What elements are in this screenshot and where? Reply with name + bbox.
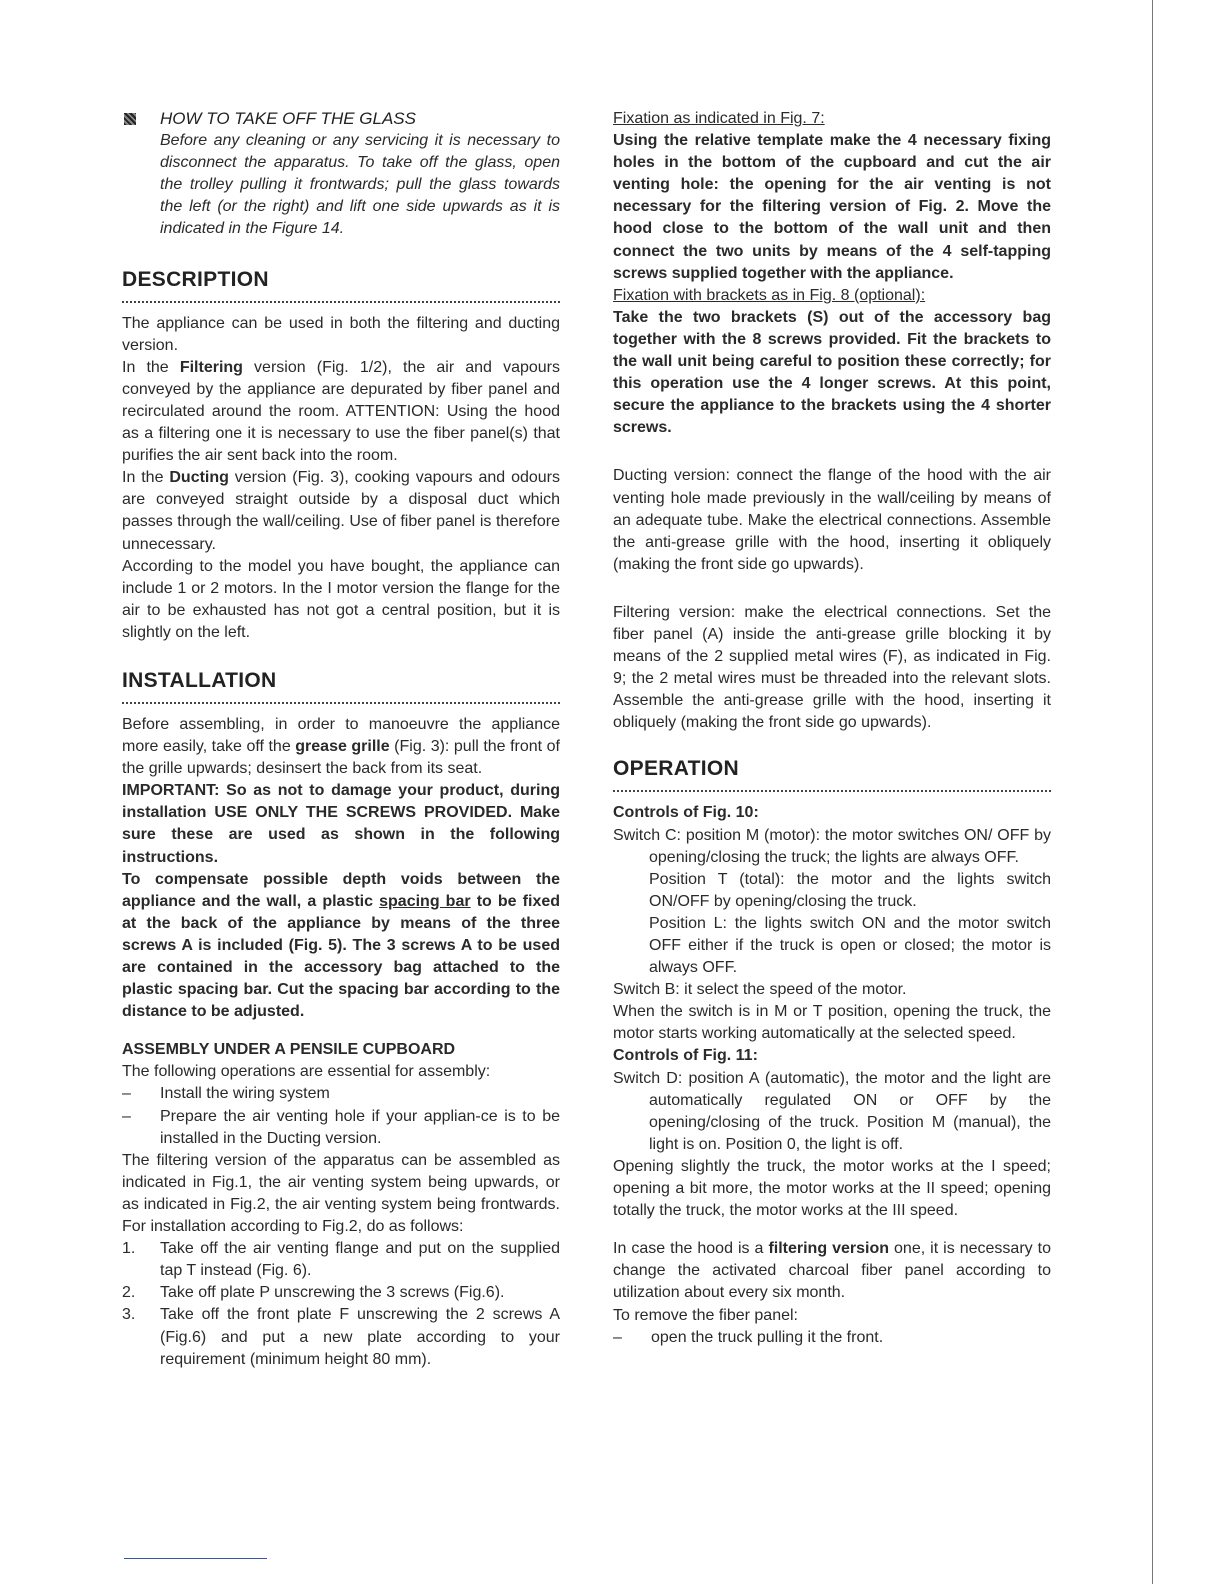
fixation-fig7-heading: Fixation as indicated in Fig. 7: bbox=[613, 110, 825, 127]
dotted-rule bbox=[122, 702, 560, 704]
ducting-version-text: Ducting version: connect the flange of the hood with the air venting hole made previously in the wall/ceiling by means of an adequate tube. Make the electrical connections. Assemble the anti-grease grille with the hood, inserting it obliquely (making the front side go upwards). bbox=[613, 467, 1051, 573]
list-item-text: Install the wiring system bbox=[160, 1085, 330, 1103]
installation-heading: INSTALLATION bbox=[122, 668, 277, 692]
text-run: In case the hood is a bbox=[613, 1240, 769, 1258]
filtering-case-text bbox=[613, 1238, 1051, 1304]
list-item-text: Prepare the air venting hole if your applian-ce is to be installed in the Ducting version. bbox=[160, 1107, 560, 1147]
step-text: Take off plate P unscrewing the 3 screws (Fig.6). bbox=[160, 1284, 505, 1302]
text-run: In the bbox=[122, 358, 180, 376]
text-run-bold: Ducting bbox=[169, 469, 229, 487]
step-number: 1. bbox=[122, 1240, 136, 1258]
step-text: Take off the air venting flange and put on the supplied tap T instead (Fig. 6). bbox=[160, 1240, 560, 1280]
text-run: In the bbox=[122, 469, 170, 487]
switch-b-text: Switch B: it select the speed of the motor. bbox=[613, 981, 907, 999]
fixation-fig8-text: Take the two brackets (S) out of the accessory bag together with the 8 screws provided. Fit the brackets to the wall unit being careful to position these correctly; for this operation use the 4 longer screws. At this point, secure the appliance to the brackets using the 4 shorter screws. bbox=[613, 308, 1051, 437]
operation-heading: OPERATION bbox=[613, 757, 739, 781]
text-run: (Fig. 3): pull the front of the grille upwards; desinsert the back from its seat. bbox=[122, 738, 560, 778]
desc-paragraph-2 bbox=[122, 357, 560, 467]
text-run-bold: filtering version bbox=[768, 1240, 890, 1258]
right-column bbox=[613, 108, 1051, 1349]
dash-marker: – bbox=[122, 1085, 131, 1103]
position-t-text: Position T (total): the motor and the lights switch ON/OFF by opening/closing the truck. bbox=[649, 870, 1051, 910]
glass-text: Before any cleaning or any servicing it is necessary to disconnect the apparatus. To take off the glass, open the trolley pulling it frontwards; pull the glass towards the left (or the right) and lift one side upwards as it is indicated in the Figure 14. bbox=[160, 132, 560, 238]
desc-paragraph-1: The appliance can be used in both the filtering and ducting version. bbox=[122, 314, 560, 354]
text-run-bold: Filtering bbox=[179, 358, 243, 376]
footnote-rule bbox=[124, 1558, 267, 1559]
step-item bbox=[122, 1304, 560, 1370]
assembly-paragraph-2: The filtering version of the apparatus can be assembled as indicated in Fig.1, the air venting system being upwards, or as indicated in Fig.2, the air venting system being frontwards. For installation according to Fig.2, do as follows: bbox=[122, 1151, 560, 1236]
fixation-fig8-heading: Fixation with brackets as in Fig. 8 (optional): bbox=[613, 286, 926, 304]
filtering-version-text: Filtering version: make the electrical connections. Set the fiber panel (A) inside the anti-grease grille blocking it by means of the 2 supplied metal wires (F), as indicated in Fig. 9; the 2 metal wires must be threaded into the relevant slots. Assemble the anti-grease grille with the hood, inserting it obliquely (making the front side go upwards). bbox=[613, 603, 1051, 732]
page-edge-line bbox=[1152, 0, 1153, 1584]
fixation-fig7-text: Using the relative template make the 4 necessary fixing holes in the bottom of the cupboard and cut the air venting hole: the opening for the air venting is not necessary for the filtering version of Fig. 2. Move the hood close to the bottom of the wall unit and then connect the two units by means of the 4 self-tapping screws supplied together with the appliance. bbox=[613, 132, 1051, 282]
desc-paragraph-4: According to the model you have bought, the appliance can include 1 or 2 motors. In the I motor version the flange for the air to be exhausted has not got a central position, but it is slightly on the left. bbox=[122, 557, 560, 641]
position-l-text: Position L: the lights switch ON and the motor switch OFF either if the truck is open or closed; the motor is always OFF. bbox=[649, 914, 1051, 977]
glass-title: HOW TO TAKE OFF THE GLASS bbox=[160, 109, 416, 128]
step-number: 2. bbox=[122, 1284, 136, 1302]
assembly-heading: ASSEMBLY UNDER A PENSILE CUPBOARD bbox=[122, 1041, 456, 1059]
text-run: version (Fig. 1/2), the air and vapours conveyed by the appliance are depurated by fiber panel and recirculated around the room. ATTENTION: Using the hood as a filtering one it is necessary to use the fiber panel(s) that purifies the air sent back into the room. bbox=[122, 358, 560, 465]
text-run: to be fixed at the back of the appliance by means of the three screws A is included (Fig. 5). The 3 screws A to be used are contained in the accessory bag attached to the plastic spacing bar. Cut the spacing bar according to the distance to be adjusted. bbox=[122, 892, 561, 1021]
switch-c-text: Switch C: position M (motor): the motor switches ON/ OFF by opening/closing the truck; the lights are always OFF. bbox=[613, 826, 1051, 866]
list-item bbox=[122, 1106, 560, 1150]
text-run: version (Fig. 3), cooking vapours and odours are conveyed straight outside by a disposal duct which passes through the wall/ceiling. Use of fiber panel is therefore unnecessary. bbox=[122, 469, 560, 553]
inst-paragraph-1 bbox=[122, 714, 560, 780]
step-item bbox=[122, 1238, 560, 1282]
inst-important: IMPORTANT: So as not to damage your product, during installation USE ONLY THE SCREWS PROVIDED. Make sure these are used as shown in the following instructions. bbox=[122, 782, 560, 866]
list-item bbox=[613, 1327, 1051, 1349]
dash-marker: – bbox=[122, 1107, 131, 1125]
list-item-text: open the truck pulling it the front. bbox=[651, 1328, 884, 1346]
dotted-rule bbox=[122, 301, 560, 303]
description-heading: DESCRIPTION bbox=[122, 267, 269, 291]
text-run: Before assembling, in order to manoeuvre the appliance more easily, take off the bbox=[122, 715, 560, 756]
controls-fig10-heading: Controls of Fig. 10: bbox=[613, 804, 759, 822]
opening-speed-text: Opening slightly the truck, the motor works at the I speed; opening a bit more, the motor works at the II speed; opening totally the truck, the motor works at the III speed. bbox=[613, 1157, 1051, 1220]
inst-spacing-bar bbox=[122, 869, 560, 1024]
desc-paragraph-3 bbox=[122, 467, 560, 555]
step-text: Take off the front plate F unscrewing the 2 screws A (Fig.6) and put a new plate according to your requirement (minimum height 80 mm). bbox=[160, 1306, 560, 1368]
dotted-rule bbox=[613, 790, 1051, 792]
text-run: To compensate possible depth voids between the appliance and the wall, a plastic bbox=[122, 870, 560, 910]
step-number: 3. bbox=[122, 1306, 136, 1324]
square-bullet-icon bbox=[124, 113, 136, 125]
text-run: one, it is necessary to change the activated charcoal fiber panel according to utilization about every six month. bbox=[613, 1240, 1051, 1302]
text-run-underlined: spacing bar bbox=[379, 892, 471, 910]
glass-section bbox=[122, 108, 560, 241]
left-column bbox=[122, 108, 560, 1371]
remove-panel-text: To remove the fiber panel: bbox=[613, 1306, 798, 1324]
when-switch-text: When the switch is in M or T position, opening the truck, the motor starts working automatically at the selected speed. bbox=[613, 1003, 1051, 1043]
assembly-intro: The following operations are essential for assembly: bbox=[122, 1063, 491, 1081]
controls-fig11-heading: Controls of Fig. 11: bbox=[613, 1047, 758, 1065]
switch-d-text: Switch D: position A (automatic), the motor and the light are automatically regulated ON or OFF by the opening/closing of the truck. Position M (manual), the light is on. Position 0, the light is off. bbox=[613, 1069, 1051, 1153]
text-run-bold: grease grille bbox=[295, 738, 390, 756]
dash-marker: – bbox=[613, 1328, 622, 1346]
step-item bbox=[122, 1282, 560, 1304]
list-item bbox=[122, 1083, 560, 1105]
